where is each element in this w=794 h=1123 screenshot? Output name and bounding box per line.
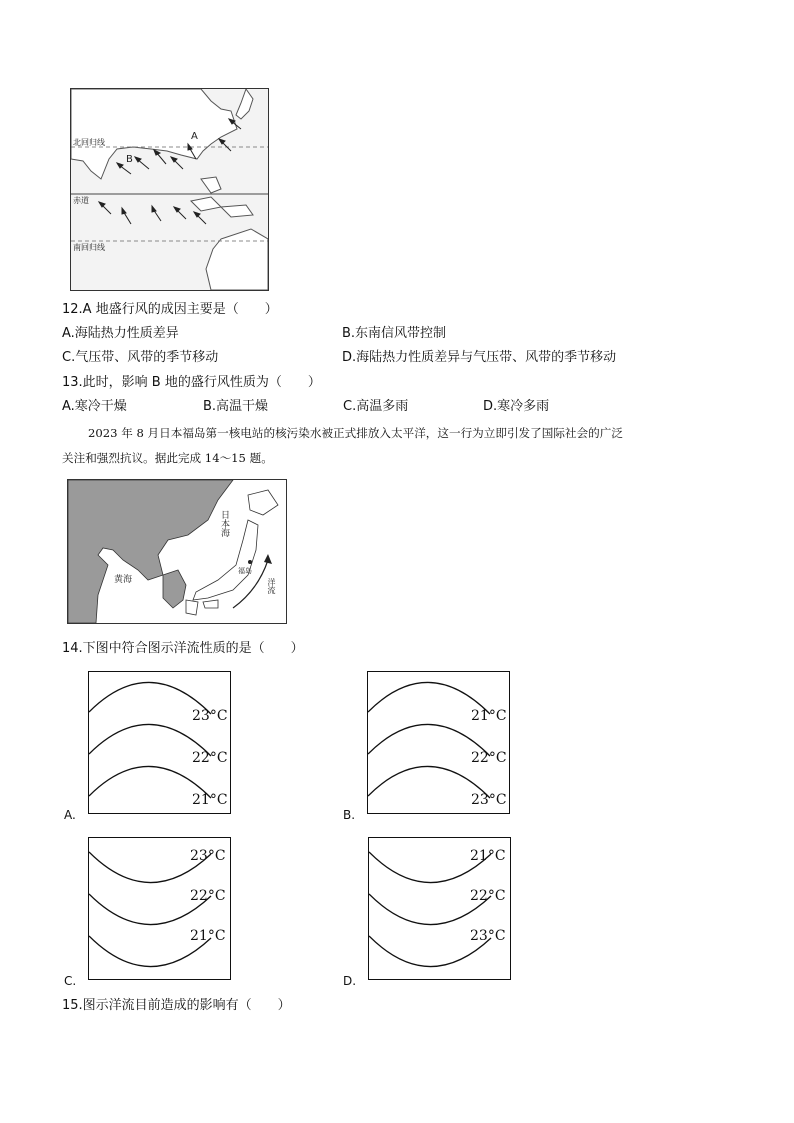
diagram-a (88, 671, 231, 814)
diagram-b-label-2: 22°C (471, 750, 507, 766)
monsoon-map-graphic (71, 89, 268, 290)
q12-option-d: D.海陆热力性质差异与气压带、风带的季节移动 (342, 350, 617, 365)
q12-option-c: C.气压带、风带的季节移动 (62, 350, 219, 365)
diagram-d-label-1: 21°C (470, 848, 506, 864)
fukushima-label: 福岛 (238, 567, 252, 575)
q12-option-b: B.东南信风带控制 (342, 326, 447, 341)
diagram-c (88, 837, 231, 980)
diagram-a-letter: A. (64, 808, 76, 822)
q13-stem: 13.此时，影响 B 地的盛行风性质为（ ） (62, 375, 321, 390)
sea-of-japan-label: 日本海 (219, 510, 229, 537)
diagram-c-label-3: 21°C (190, 928, 226, 944)
intro-line-2: 关注和强烈抗议。据此完成 14～15 题。 (62, 451, 273, 465)
q13-option-d: D.寒冷多雨 (483, 399, 550, 414)
q12-option-a: A.海陆热力性质差异 (62, 326, 179, 341)
diagram-c-label-2: 22°C (190, 888, 226, 904)
diagram-d-label-3: 23°C (470, 928, 506, 944)
point-a-label: A (191, 131, 198, 142)
japan-current-map (67, 479, 287, 624)
q12-stem: 12.A 地盛行风的成因主要是（ ） (62, 302, 278, 317)
q13-option-a: A.寒冷干燥 (62, 399, 127, 414)
current-label: 洋流 (267, 578, 276, 594)
q13-option-b: B.高温干燥 (203, 399, 269, 414)
diagram-c-letter: C. (64, 974, 77, 988)
diagram-a-label-2: 22°C (192, 750, 228, 766)
equator-label: 赤道 (73, 196, 89, 205)
q13-option-c: C.高温多雨 (343, 399, 409, 414)
diagram-a-label-3: 21°C (192, 792, 228, 808)
japan-current-graphic (68, 480, 286, 623)
tropic-cancer-label: 北回归线 (73, 138, 105, 147)
diagram-b-label-3: 23°C (471, 792, 507, 808)
q15-stem: 15.图示洋流目前造成的影响有（ ） (62, 998, 291, 1013)
q14-stem: 14.下图中符合图示洋流性质的是（ ） (62, 641, 304, 656)
diagram-b-letter: B. (343, 808, 356, 822)
diagram-d (368, 837, 511, 980)
diagram-c-label-1: 23°C (190, 848, 226, 864)
monsoon-map (70, 88, 269, 291)
diagram-b-label-1: 21°C (471, 708, 507, 724)
diagram-d-label-2: 22°C (470, 888, 506, 904)
yellow-sea-label: 黄海 (114, 575, 133, 585)
point-b-label: B (126, 154, 133, 165)
tropic-capricorn-label: 南回归线 (73, 243, 105, 252)
intro-line-1: 2023 年 8 月日本福岛第一核电站的核污染水被正式排放入太平洋，这一行为立即引发了国际社会的广泛 (88, 426, 623, 440)
diagram-b (367, 671, 510, 814)
diagram-d-letter: D. (343, 974, 357, 988)
diagram-a-label-1: 23°C (192, 708, 228, 724)
